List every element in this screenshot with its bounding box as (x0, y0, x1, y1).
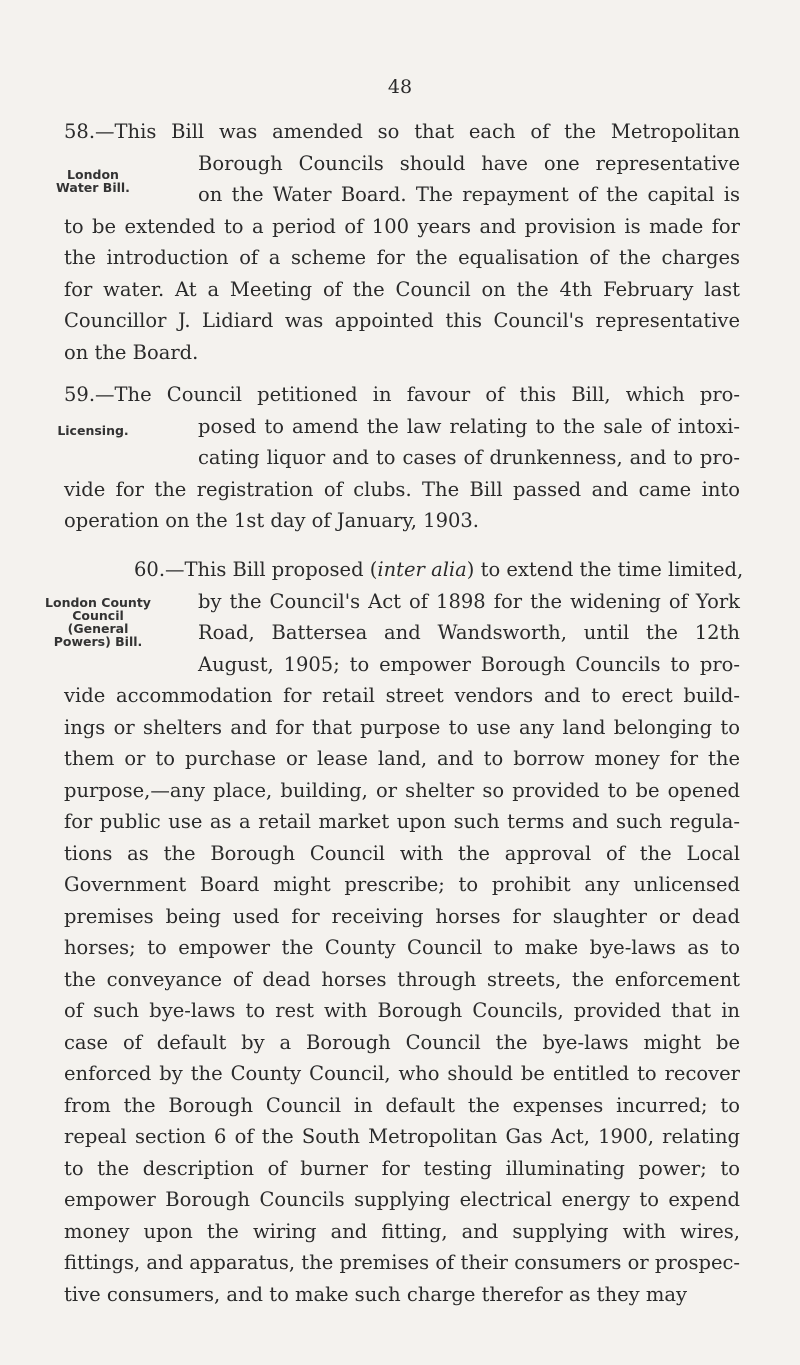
text-line: tions as the Borough Council with the approval of the Local (64, 841, 740, 865)
text-line: money upon the wiring and fitting, and supplying with wires, (64, 1219, 740, 1243)
text-line: by the Council's Act of 1898 for the widening of York (198, 589, 740, 613)
text-line: repeal section 6 of the South Metropolitan Gas Act, 1900, relating (64, 1125, 740, 1148)
sidenote-line: Powers) Bill. (53, 634, 143, 649)
text-line: of such bye-laws to rest with Borough Councils, provided that in (64, 999, 740, 1022)
text-line: posed to amend the law relating to the sale of intoxi- (198, 414, 740, 438)
sidenote-line: London (67, 167, 119, 182)
text-line: on the Water Board. The repayment of the capital is (198, 183, 740, 206)
text-line: August, 1905; to empower Borough Councils to pro- (198, 652, 740, 676)
page-number: 48 (387, 76, 413, 98)
sidenote-line: London County (45, 595, 151, 610)
sidenote-line: (General (67, 621, 129, 636)
text-line: case of default by a Borough Council the bye-laws might be (64, 1030, 740, 1054)
text-line: empower Borough Councils supplying electrical energy to expend (64, 1188, 740, 1211)
text-line: the introduction of a scheme for the equalisation of the charges (64, 246, 740, 269)
sidenote-line: Water Bill. (56, 180, 130, 195)
text-line: Government Board might prescribe; to prohibit any unlicensed (64, 873, 740, 896)
text-line: the conveyance of dead horses through streets, the enforcement (64, 967, 740, 991)
text-line: enforced by the County Council, who should be entitled to recover (64, 1062, 740, 1085)
paragraph-59 (64, 379, 740, 537)
text-line: purpose,—any place, building, or shelter so provided to be opened (64, 778, 740, 802)
text-line: on the Board. (64, 340, 199, 364)
text-line: 58.—This Bill was amended so that each of the Metropolitan (64, 120, 740, 143)
text-line: to be extended to a period of 100 years and provision is made for (64, 214, 740, 238)
text-line (64, 554, 744, 586)
text-line: ings or shelters and for that purpose to use any land belonging to (64, 715, 740, 739)
paragraph-60 (64, 554, 744, 1310)
text-line: fittings, and apparatus, the premises of their consumers or prospec- (64, 1251, 740, 1274)
text-line: for public use as a retail market upon such terms and such regula- (64, 810, 740, 833)
text-line: Road, Battersea and Wandsworth, until the 12th (198, 621, 740, 644)
text-line: vide for the registration of clubs. The Bill passed and came into (64, 477, 740, 501)
text-line: Councillor J. Lidiard was appointed this Council's representative (64, 309, 740, 332)
text-line: horses; to empower the County Council to make bye-laws as to (64, 936, 740, 959)
paragraph-58 (64, 116, 740, 368)
text-line: to the description of burner for testing illuminating power; to (64, 1156, 740, 1180)
text-line: Borough Councils should have one representative (198, 151, 740, 175)
sidenote-line: Licensing. (57, 423, 129, 438)
text-line: operation on the 1st day of January, 1903. (64, 509, 479, 532)
text-line: cating liquor and to cases of drunkenness, and to pro- (198, 446, 740, 469)
text-run: 60.—This Bill proposed ( (134, 558, 378, 581)
text-line: tive consumers, and to make such charge therefor as they may (64, 1282, 687, 1306)
text-line: 59.—The Council petitioned in favour of this Bill, which pro- (64, 383, 740, 406)
text-line: vide accommodation for retail street vendors and to erect build- (64, 684, 740, 707)
sidenote-line: Council (72, 608, 124, 623)
text-line: premises being used for receiving horses for slaughter or dead (64, 904, 740, 928)
text-line: from the Borough Council in default the expenses incurred; to (64, 1093, 740, 1117)
italic-phrase: inter alia (377, 558, 467, 581)
text-line: for water. At a Meeting of the Council on the 4th February last (64, 277, 740, 301)
text-run: ) to extend the time limited, (466, 558, 744, 581)
text-line: them or to purchase or lease land, and to borrow money for the (64, 747, 740, 770)
